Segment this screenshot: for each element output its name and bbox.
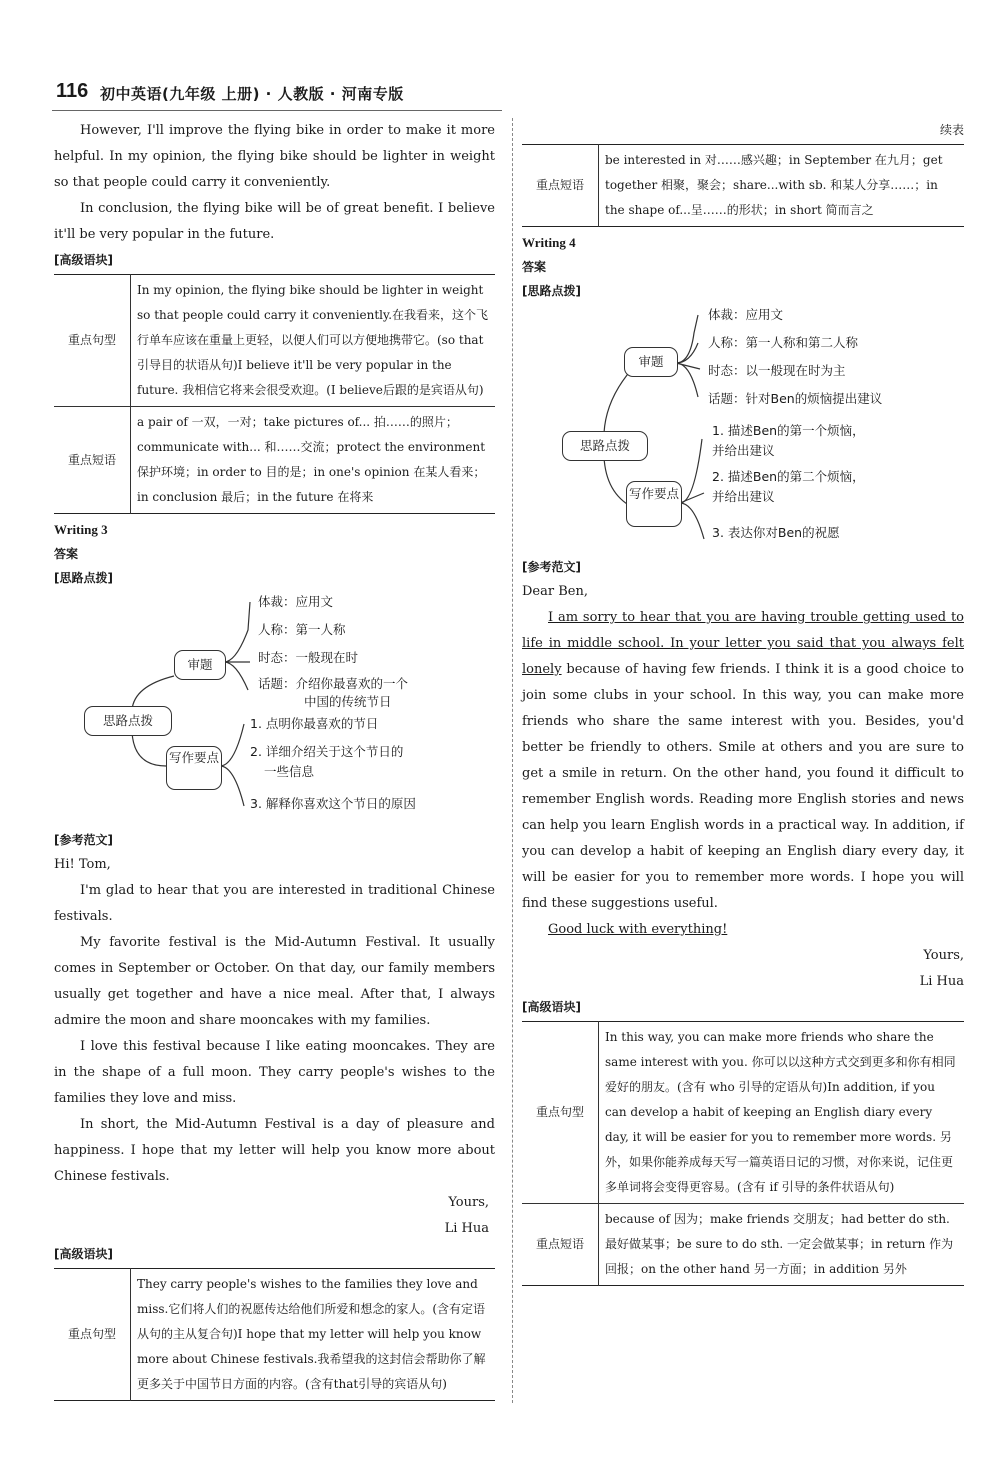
mind-map-item: 人称：第一人称	[258, 622, 346, 637]
mind-map-branch-review: 审题	[624, 347, 678, 377]
right-column	[522, 118, 964, 1290]
page-header	[52, 80, 502, 108]
mind-map-item: 1. 描述Ben的第一个烦恼，	[712, 423, 865, 438]
table-row	[522, 145, 964, 227]
table-row-text: In my opinion, the flying bike should be lighter in weight so that people could carry it conveniently.在我看来，这个飞行单车应该在重量上更轻，以便人们可以方便地携带它。(so that 引导目的状语从句)I believe it'll be very popular in the future. 我相信它将来会很受欢迎。(I believe后跟的是宾语从句)	[137, 283, 489, 397]
table-row-text: because of 因为；make friends 交朋友；had better do sth. 最好做某事；be sure to do sth. 一定会做某事；in return 作为回报；on the other hand 另一方面；in addition 另外	[599, 1204, 965, 1286]
book-title: 初中英语(九年级 上册) · 人教版 · 河南专版	[100, 85, 404, 103]
table-row-label: 重点句型	[54, 1269, 131, 1401]
mind-map-item: 体裁：应用文	[708, 307, 784, 322]
mind-map-writing-3	[54, 590, 495, 828]
mind-map-item: 一些信息	[264, 764, 315, 779]
mind-map-writing-4	[522, 303, 964, 555]
mind-map-item: 时态：以一般现在时为主	[708, 363, 846, 378]
table-row	[522, 1022, 964, 1204]
mind-map-item: 话题：针对Ben的烦恼提出建议	[708, 391, 883, 406]
intro-paragraph-2: In conclusion, the flying bike will be of great benefit. I believe it'll be very popular in the future.	[54, 201, 495, 242]
chunks-table-2	[54, 1268, 495, 1401]
sample-essay-label: [参考范文]	[54, 833, 113, 847]
letter-signature: Li Hua	[919, 974, 964, 989]
mind-map-item: 话题：介绍你最喜欢的一个	[258, 676, 409, 691]
page-number: 116	[56, 80, 89, 102]
table-row-label: 重点句型	[54, 275, 131, 407]
mind-map-item: 1. 点明你最喜欢的节日	[250, 716, 379, 731]
advanced-chunks-label: [高级语块]	[54, 253, 113, 267]
paragraph-rest: because of having few friends. I think it is a good choice to join some clubs in your school. In this way, you can make more friends who share the same interest with you. Besides, you'd better be friendly to others. Smile at others and you are sure to get a smile in return. On the other hand, you found it difficult to remember English words. Reading more English stories and news can help you learn English words in a practical way. In addition, if you can develop a habit of keeping an English diary every day, it will be easier for you to remember more words. I hope you will find these suggestions useful.	[522, 662, 964, 911]
letter-closing: Yours,	[923, 948, 964, 963]
tips-label: [思路点拨]	[522, 284, 581, 298]
advanced-chunks-label: [高级语块]	[522, 1000, 581, 1014]
table-row-text: a pair of 一双，一对；take pictures of... 拍……的照片；communicate with... 和……交流；protect the environment 保护环境；in order to 目的是；in one's opinion 在某人看来；in conclusion 最后；in the future 在将来	[131, 407, 496, 514]
mind-map-item: 时态：一般现在时	[258, 650, 359, 665]
table-row-label: 重点短语	[54, 407, 131, 514]
chunks-table-continued	[522, 144, 964, 227]
answer-label: 答案	[54, 547, 79, 561]
table-row	[54, 1269, 495, 1401]
mind-map-root: 思路点拨	[562, 431, 648, 461]
writing-4-title: Writing 4	[522, 235, 576, 250]
tips-label: [思路点拨]	[54, 571, 113, 585]
mind-map-item: 3. 解释你喜欢这个节日的原因	[250, 796, 416, 811]
table-row-label: 重点短语	[522, 1204, 599, 1286]
table-row-text: They carry people's wishes to the families they love and miss.它们将人们的祝愿传达给他们所爱和想念的家人。(含有定语从句的主从复合句)I hope that my letter will help you know more about Chinese festivals.我希望我的这封信会帮助你了解更多关于中国节日方面的内容。(含有that引导的宾语从句)	[137, 1277, 486, 1391]
mind-map-item: 人称：第一人称和第二人称	[708, 335, 859, 350]
letter-paragraph: In short, the Mid-Autumn Festival is a day of pleasure and happiness. I hope that my letter will help you know more about Chinese festivals.	[54, 1117, 495, 1184]
answer-label: 答案	[522, 260, 547, 274]
letter-greeting: Hi! Tom,	[54, 857, 111, 872]
table-row-text: be interested in 对……感兴趣；in September 在九月；get together 相聚，聚会；share...with sb. 和某人分享……；in the shape of...呈……的形状；in short 简而言之	[605, 153, 943, 217]
advanced-chunks-label: [高级语块]	[54, 1247, 113, 1261]
letter-paragraph: I love this festival because I like eating mooncakes. They are in the shape of a full moon. They carry people's wishes to the families they love and miss.	[54, 1039, 495, 1106]
left-column	[54, 118, 495, 1405]
mind-map-branch-points: 写作要点	[166, 746, 222, 790]
table-row-label: 重点短语	[522, 145, 599, 227]
header-rule	[52, 110, 502, 111]
letter-paragraph	[522, 917, 964, 943]
table-row	[522, 1204, 964, 1286]
letter-closing: Yours,	[448, 1195, 489, 1210]
letter-paragraph	[522, 605, 964, 917]
mind-map-item: 并给出建议	[712, 443, 775, 458]
mind-map-item: 体裁：应用文	[258, 594, 334, 609]
intro-paragraph-1: However, I'll improve the flying bike in order to make it more helpful. In my opinion, the flying bike should be lighter in weight so that people could carry it conveniently.	[54, 123, 495, 190]
table-row-label: 重点句型	[522, 1022, 599, 1204]
sample-essay-label: [参考范文]	[522, 560, 581, 574]
letter-signature: Li Hua	[444, 1221, 489, 1236]
underlined-sentence: Good luck with everything!	[548, 922, 728, 937]
letter-paragraph: My favorite festival is the Mid-Autumn Festival. It usually comes in September or October. On that day, our family members usually get together and have a nice meal. After that, I always admire the moon and share mooncakes with my families.	[54, 935, 495, 1028]
table-row	[54, 275, 495, 407]
letter-greeting: Dear Ben,	[522, 584, 588, 599]
mind-map-item: 并给出建议	[712, 489, 775, 504]
mind-map-item: 中国的传统节日	[304, 694, 392, 709]
table-row	[54, 407, 495, 514]
mind-map-branch-points: 写作要点	[626, 481, 682, 527]
underlined-sentence: I am sorry to hear that you are having trouble getting used to life in middle school. In your letter you said that you always felt lonely	[522, 610, 964, 677]
mind-map-item: 2. 详细介绍关于这个节日的	[250, 744, 404, 759]
writing-3-title: Writing 3	[54, 522, 108, 537]
letter-paragraph: I'm glad to hear that you are interested in traditional Chinese festivals.	[54, 883, 495, 924]
column-divider	[512, 118, 513, 1403]
chunks-table-3	[522, 1021, 964, 1286]
mind-map-branch-review: 审题	[174, 650, 226, 680]
mind-map-root: 思路点拨	[84, 706, 172, 736]
chunks-table-1	[54, 274, 495, 514]
continued-label: 续表	[939, 123, 964, 137]
mind-map-item: 3. 表达你对Ben的祝愿	[712, 525, 840, 540]
table-row-text: In this way, you can make more friends who share the same interest with you. 你可以以这种方式交到更多和你有相同爱好的朋友。(含有 who 引导的定语从句)In addition, if you can develop a habit of keeping an English diary every day, it will be easier for you to remember more words. 另外，如果你能养成每天写一篇英语日记的习惯，对你来说，记住更多单词将会变得更容易。(含有 if 引导的条件状语从句)	[605, 1030, 956, 1194]
mind-map-item: 2. 描述Ben的第二个烦恼，	[712, 469, 865, 484]
